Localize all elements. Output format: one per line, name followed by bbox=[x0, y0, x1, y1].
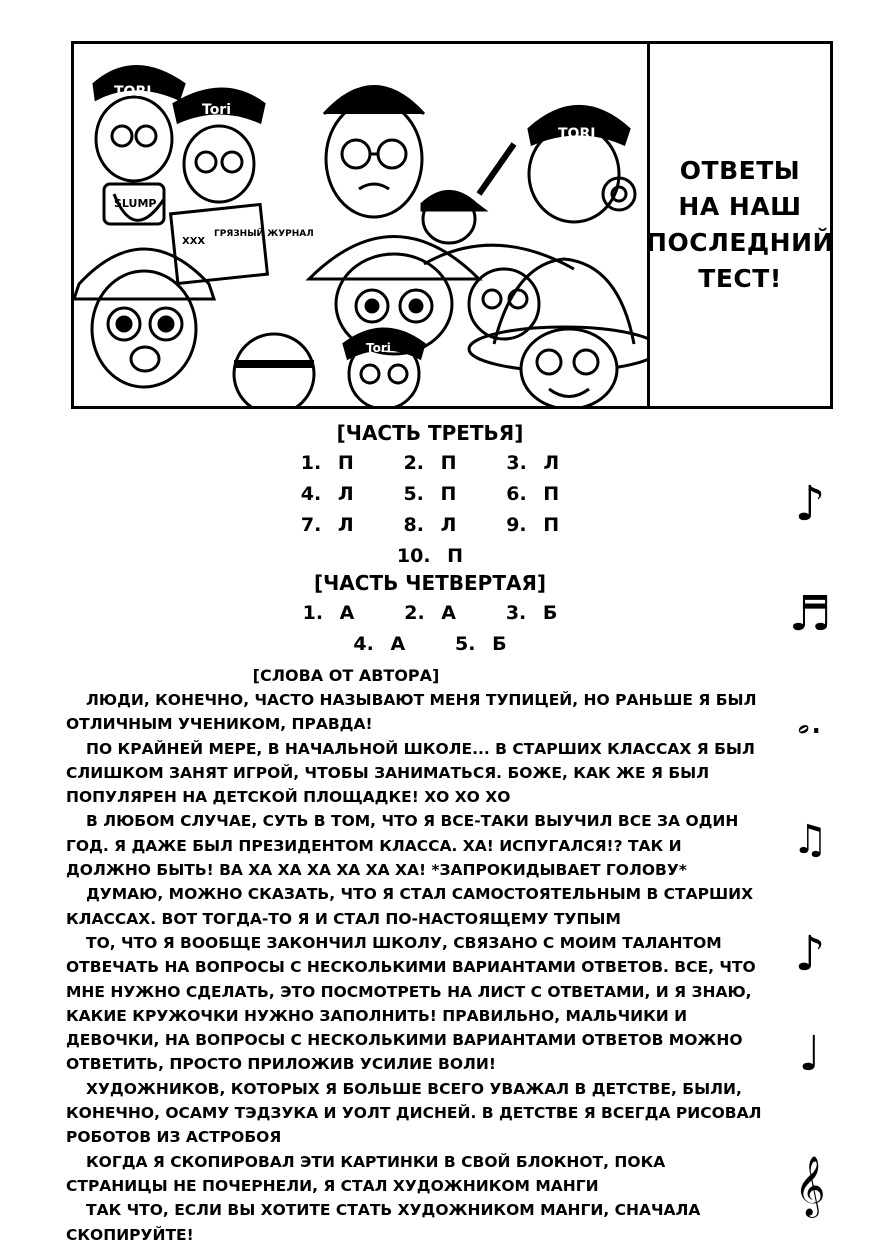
cap-label-tori-2: Tori bbox=[202, 102, 232, 118]
part-3-row-1: 1. П 2. П 3. Л bbox=[300, 452, 560, 474]
author-notes bbox=[66, 664, 766, 1247]
dotted-half-note-icon: 𝅗. bbox=[797, 697, 823, 743]
part-4-heading: [ЧАСТЬ ЧЕТВЕРТАЯ] bbox=[313, 571, 546, 595]
music-notes-column bbox=[770, 470, 860, 1250]
beamed-sixteenth-notes-icon: ♬ bbox=[788, 586, 832, 642]
characters-drawing-icon bbox=[74, 44, 647, 406]
cap-label-tori-4: Tori bbox=[366, 341, 391, 355]
treble-clef-icon: 𝄞 bbox=[794, 1156, 826, 1216]
title-line-3: ПОСЛЕДНИЙ bbox=[646, 228, 834, 257]
eighth-note-icon: ♪ bbox=[794, 476, 826, 532]
header-panel bbox=[71, 41, 833, 409]
part-3-row-4: 10. П bbox=[396, 545, 464, 567]
title-line-1: ОТВЕТЫ bbox=[679, 156, 801, 185]
part-3-heading: [ЧАСТЬ ТРЕТЬЯ] bbox=[336, 421, 524, 445]
part-4-row-2: 4. А 5. Б bbox=[353, 633, 507, 655]
answers-part-4 bbox=[240, 568, 620, 660]
cap-label-tori-3: TORI bbox=[558, 126, 596, 142]
author-paragraph: ХУДОЖНИКОВ, КОТОРЫХ Я БОЛЬШЕ ВСЕГО УВАЖАЛ В ДЕТСТВЕ, БЫЛИ, КОНЕЧНО, ОСАМУ ТЭДЗУКА И УОЛТ ДИСНЕЙ. В ДЕТСТВЕ Я ВСЕГДА РИСОВАЛ РОБОТОВ ИЗ АСТРОБОЯ bbox=[66, 1079, 762, 1147]
manga-illustration bbox=[74, 44, 650, 406]
title-line-4: ТЕСТ! bbox=[698, 264, 782, 293]
author-heading: [СЛОВА ОТ АВТОРА] bbox=[252, 666, 440, 685]
title-line-2: НА НАШ bbox=[678, 192, 802, 221]
author-paragraph: ДУМАЮ, МОЖНО СКАЗАТЬ, ЧТО Я СТАЛ САМОСТОЯТЕЛЬНЫМ В СТАРШИХ КЛАССАХ. ВОТ ТОГДА-ТО Я И СТАЛ ПО-НАСТОЯЩЕМУ ТУПЫМ bbox=[66, 885, 754, 928]
author-paragraph: ТАК ЧТО, ЕСЛИ ВЫ ХОТИТЕ СТАТЬ ХУДОЖНИКОМ МАНГИ, СНАЧАЛА СКОПИРУЙТЕ! bbox=[66, 1201, 701, 1244]
cap-label-tori-1: TORI bbox=[114, 84, 152, 100]
author-paragraph: КОГДА Я СКОПИРОВАЛ ЭТИ КАРТИНКИ В СВОЙ БЛОКНОТ, ПОКА СТРАНИЦЫ НЕ ПОЧЕРНЕЛИ, Я СТАЛ ХУДОЖНИКОМ МАНГИ bbox=[66, 1152, 666, 1195]
eighth-note-icon: ♪ bbox=[794, 926, 826, 982]
author-paragraph: ПО КРАЙНЕЙ МЕРЕ, В НАЧАЛЬНОЙ ШКОЛЕ... В СТАРШИХ КЛАССАХ Я БЫЛ СЛИШКОМ ЗАНЯТ ИГРОЙ, ЧТОБЫ ЗАНИМАТЬСЯ. БОЖЕ, КАК ЖЕ Я БЫЛ ПОПУЛЯРЕН НА ДЕТСКОЙ ПЛОЩАДКЕ! ХО ХО ХО bbox=[66, 739, 755, 807]
magazine-mark: XXX bbox=[182, 236, 206, 247]
shirt-label: SLUMP bbox=[114, 197, 157, 210]
author-paragraph: В ЛЮБОМ СЛУЧАЕ, СУТЬ В ТОМ, ЧТО Я ВСЕ-ТАКИ ВЫУЧИЛ ВСЕ ЗА ОДИН ГОД. Я ДАЖЕ БЫЛ ПРЕЗИДЕНТОМ КЛАССА. ХА! ИСПУГАЛСЯ!? ТАК И ДОЛЖНО БЫТЬ! ВА ХА ХА ХА ХА ХА ХА! *ЗАПРОКИДЫВАЕТ ГОЛОВУ* bbox=[66, 812, 739, 880]
eighth-rest-icon: ♫ bbox=[792, 817, 828, 863]
page-title bbox=[646, 44, 834, 406]
author-paragraph: ТО, ЧТО Я ВООБЩЕ ЗАКОНЧИЛ ШКОЛУ, СВЯЗАНО С МОИМ ТАЛАНТОМ ОТВЕЧАТЬ НА ВОПРОСЫ С НЕСКОЛЬКИМИ ВАРИАНТАМИ ОТВЕТОВ. ВСЕ, ЧТО МНЕ НУЖНО СДЕЛАТЬ, ЭТО ПОСМОТРЕТЬ НА ЛИСТ С ОТВЕТАМИ, И Я ЗНАЮ, КАКИЕ КРУЖОЧКИ НУЖНО ЗАПОЛНИТЬ! ПРАВИЛЬНО, МАЛЬЧИКИ И ДЕВОЧКИ, НА ВОПРОСЫ С НЕСКОЛЬКИМИ ВАРИАНТАМИ ОТВЕТОВ МОЖНО ОТВЕТИТЬ, ПРОСТО ПРИЛОЖИВ УСИЛИЕ ВОЛИ! bbox=[66, 933, 756, 1074]
answers-part-3 bbox=[240, 418, 620, 572]
author-paragraph: ЛЮДИ, КОНЕЧНО, ЧАСТО НАЗЫВАЮТ МЕНЯ ТУПИЦЕЙ, НО РАНЬШЕ Я БЫЛ ОТЛИЧНЫМ УЧЕНИКОМ, ПРАВДА! bbox=[66, 691, 757, 734]
magazine-title: ГРЯЗНЫЙ ЖУРНАЛ bbox=[214, 229, 314, 239]
part-3-row-3: 7. Л 8. Л 9. П bbox=[300, 514, 560, 536]
part-3-row-2: 4. Л 5. П 6. П bbox=[300, 483, 560, 505]
grace-note-icon: ♩ bbox=[798, 1026, 822, 1082]
part-4-row-1: 1. А 2. А 3. Б bbox=[302, 602, 558, 624]
